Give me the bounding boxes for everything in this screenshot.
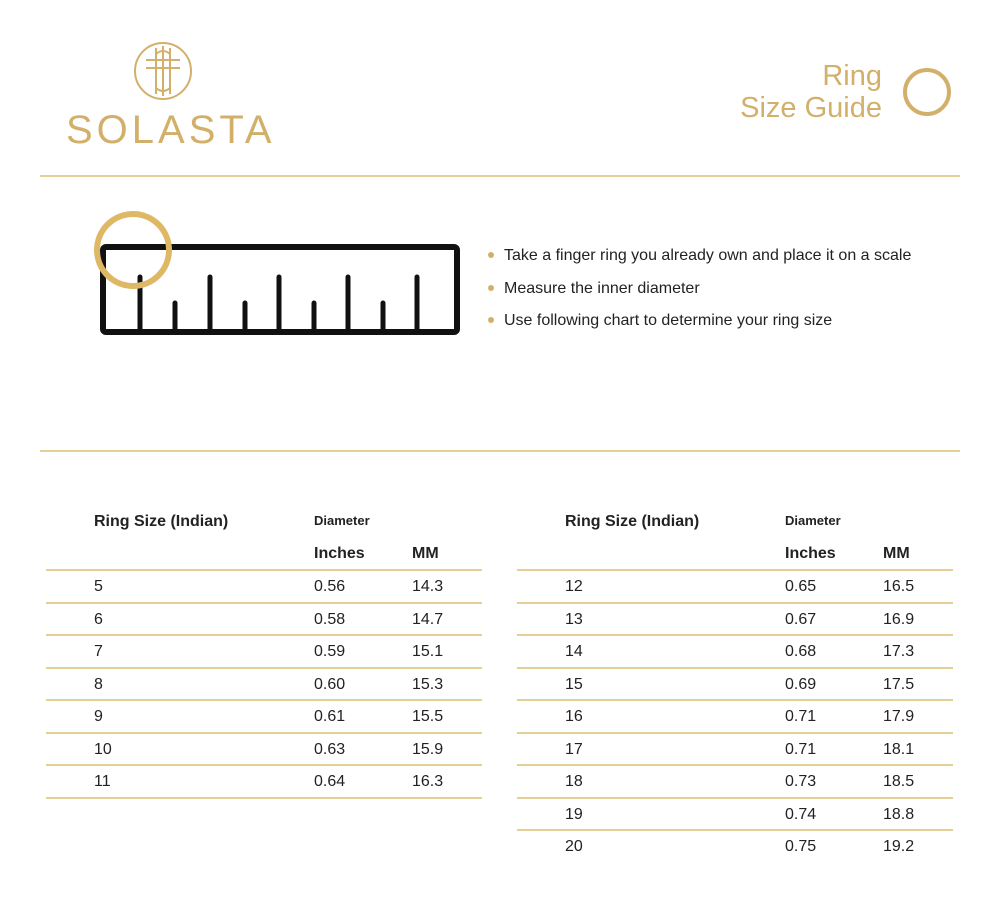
table-row	[517, 634, 953, 667]
column-header-diameter: Diameter	[785, 513, 841, 528]
inches-cell: 0.61	[314, 708, 346, 725]
page-title-line-2: Size Guide	[740, 92, 882, 124]
mm-cell: 14.3	[412, 578, 444, 595]
inches-cell: 0.69	[785, 675, 817, 693]
column-header-ring-size: Ring Size (Indian)	[565, 513, 700, 530]
ring-size-cell: 8	[94, 675, 103, 693]
instruction-item: Use following chart to determine your ring size	[488, 309, 911, 342]
column-header-mm: MM	[883, 545, 910, 562]
table-row	[517, 764, 953, 797]
mm-cell: 17.9	[883, 708, 915, 725]
mm-cell: 15.1	[412, 643, 444, 660]
inches-cell: 0.59	[314, 643, 346, 660]
solasta-monogram-icon	[132, 40, 194, 102]
table-row	[46, 764, 482, 799]
table-row	[46, 667, 482, 700]
column-header-ring-size: Ring Size (Indian)	[94, 513, 229, 530]
ring-size-cell: 6	[94, 610, 103, 628]
inches-cell: 0.74	[785, 805, 817, 823]
table-body	[517, 569, 953, 862]
table-row	[517, 569, 953, 602]
inches-cell: 0.56	[314, 578, 346, 595]
page-title	[740, 60, 882, 124]
inches-cell: 0.71	[785, 740, 817, 758]
column-header-inches: Inches	[785, 545, 836, 562]
ring-size-cell: 17	[565, 740, 583, 758]
instruction-item: Take a finger ring you already own and place it on a scale	[488, 244, 911, 277]
ring-size-cell: 15	[565, 675, 583, 693]
page-title-line-1: Ring	[822, 60, 882, 92]
ring-size-cell: 7	[94, 643, 103, 660]
table-row	[517, 667, 953, 700]
instruction-item: Measure the inner diameter	[488, 277, 911, 310]
ring-size-cell: 19	[565, 805, 583, 823]
brand-name: SOLASTA	[66, 108, 276, 152]
ring-size-cell: 20	[565, 838, 583, 855]
inches-cell: 0.68	[785, 643, 817, 660]
table-row	[46, 634, 482, 667]
mm-cell: 19.2	[883, 838, 915, 855]
table-row	[46, 602, 482, 635]
ring-size-cell: 18	[565, 773, 583, 790]
mm-cell: 17.3	[883, 643, 915, 660]
ruler-with-ring-icon	[92, 205, 464, 345]
table-row	[517, 732, 953, 765]
instructions-list	[488, 244, 911, 342]
mm-cell: 16.5	[883, 578, 915, 595]
inches-cell: 0.58	[314, 610, 346, 628]
ring-size-cell: 13	[565, 610, 583, 628]
table-row	[517, 699, 953, 732]
mm-cell: 14.7	[412, 610, 444, 628]
column-header-inches: Inches	[314, 545, 365, 562]
inches-cell: 0.63	[314, 740, 346, 758]
ring-size-cell: 10	[94, 740, 112, 758]
inches-cell: 0.64	[314, 773, 346, 790]
inches-cell: 0.71	[785, 708, 817, 725]
column-header-diameter: Diameter	[314, 513, 370, 528]
table-row	[517, 829, 953, 862]
inches-cell: 0.60	[314, 675, 346, 693]
divider-top	[40, 175, 960, 177]
ring-size-cell: 12	[565, 578, 583, 595]
table-row	[46, 699, 482, 732]
mm-cell: 16.9	[883, 610, 915, 628]
mm-cell: 18.8	[883, 805, 915, 823]
ring-outline-icon	[902, 67, 952, 117]
mm-cell: 16.3	[412, 773, 444, 790]
table-row	[517, 602, 953, 635]
ring-size-cell: 11	[94, 773, 111, 790]
inches-cell: 0.73	[785, 773, 817, 790]
ring-size-cell: 14	[565, 643, 583, 660]
column-header-mm: MM	[412, 545, 439, 562]
mm-cell: 17.5	[883, 675, 915, 693]
table-row	[46, 569, 482, 602]
inches-cell: 0.75	[785, 838, 817, 855]
mm-cell: 18.1	[883, 740, 915, 758]
ring-size-cell: 16	[565, 708, 583, 725]
mm-cell: 15.3	[412, 675, 444, 693]
table-row	[517, 797, 953, 830]
table-body	[46, 569, 482, 799]
mm-cell: 15.9	[412, 740, 444, 758]
table-row	[46, 732, 482, 765]
mm-cell: 15.5	[412, 708, 444, 725]
inches-cell: 0.67	[785, 610, 817, 628]
ring-size-cell: 5	[94, 578, 103, 595]
mm-cell: 18.5	[883, 773, 915, 790]
divider-middle	[40, 450, 960, 452]
inches-cell: 0.65	[785, 578, 817, 595]
ring-size-cell: 9	[94, 708, 103, 725]
